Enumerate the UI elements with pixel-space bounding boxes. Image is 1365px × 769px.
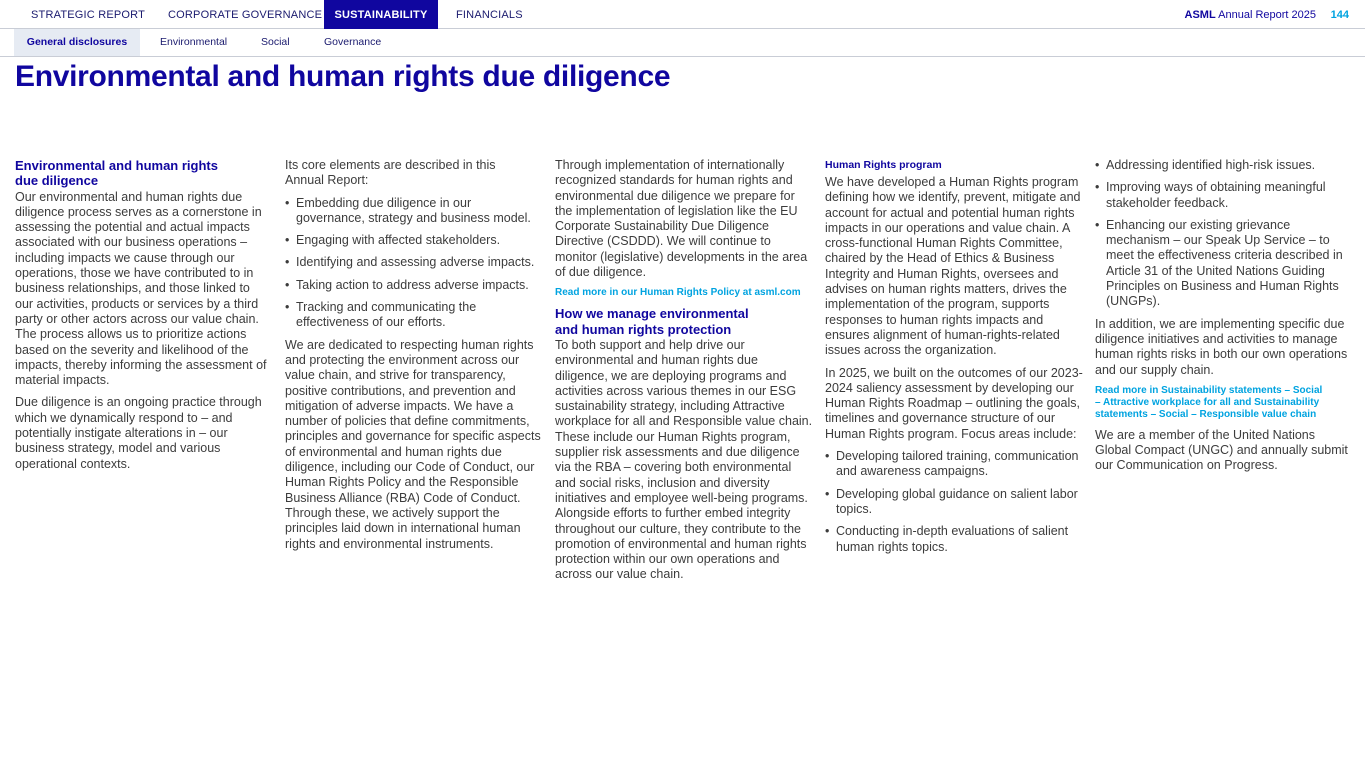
section-heading-due-diligence: Environmental and human rights due diligence (15, 158, 218, 189)
sustainability-statements-link[interactable]: Read more in Sustainability statements – Social – Attractive workplace for all and Sustainability statements – Social – Responsible value chain (1095, 384, 1323, 420)
focus-areas-list (825, 449, 1085, 555)
paragraph: In addition, we are implementing specific due diligence initiatives and activities to manage human rights risks in both our own operations and our supply chain. (1095, 316, 1348, 377)
paragraph: Through implementation of internationally recognized standards for human rights and environmental due diligence we prepare for the implementation of legislation like the EU Corporate Sustainability Due Diligence Directive (CSDDD). We will continue to monitor (legislative) developments in the area of due diligence. (555, 158, 808, 280)
list-item: • Improving ways of obtaining meaningful stakeholder feedback. (1095, 180, 1351, 211)
paragraph: We are dedicated to respecting human rights and protecting the environment across our value chain, and strive for transparency, positive contributions, and prevention and mitigation of adverse impacts. We have a number of policies that define commitments, principles and governance for specific aspects of environmental and human rights due diligence, including our Code of Conduct, our Human Rights Policy and the Responsible Business Alliance (RBA) Code of Conduct. Through these, we actively support the principles laid down in international human rights and environmental instruments. (285, 337, 541, 551)
list-item: • Engaging with affected stakeholders. (285, 233, 543, 248)
section-heading-how-we-manage: How we manage environmental and human rights protection (555, 306, 749, 337)
page-number: 144 (1330, 9, 1349, 21)
paragraph: Due diligence is an ongoing practice through which we dynamically respond to – and potentially instigate alterations in – our business strategy, model and various operational contexts. (15, 395, 262, 471)
subtab-environmental[interactable]: Environmental (160, 36, 228, 48)
page-title: Environmental and human rights due diligence (15, 60, 671, 93)
section-subnav (0, 29, 1365, 57)
subtab-general-disclosures[interactable]: General disclosures (14, 29, 140, 56)
list-item: • Identifying and assessing adverse impacts. (285, 255, 543, 270)
tab-strategic-report[interactable]: STRATEGIC REPORT (31, 9, 146, 21)
list-item: • Taking action to address adverse impacts. (285, 278, 543, 293)
list-item: • Embedding due diligence in our governance, strategy and business model. (285, 196, 543, 227)
paragraph: In 2025, we built on the outcomes of our 2023-2024 saliency assessment by developing our Human Rights Roadmap – outlining the goals, timelines and governance structure of our Human Rights program. Focus areas include: (825, 365, 1083, 441)
subtab-governance[interactable]: Governance (324, 36, 382, 48)
core-elements-list (285, 196, 543, 331)
report-brand (1185, 0, 1316, 31)
human-rights-policy-link[interactable]: Read more in our Human Rights Policy at asml.com (555, 287, 801, 299)
tab-corporate-governance[interactable]: CORPORATE GOVERNANCE (168, 9, 323, 21)
column-3 (555, 158, 813, 590)
list-item: • Developing tailored training, communication and awareness campaigns. (825, 449, 1085, 480)
list-item: • Tracking and communicating the effectiveness of our efforts. (285, 300, 543, 331)
column-5 (1095, 158, 1351, 481)
focus-areas-list-continued (1095, 158, 1351, 310)
list-item: • Addressing identified high-risk issues. (1095, 158, 1351, 173)
top-navigation (0, 0, 1365, 29)
list-item: • Developing global guidance on salient labor topics. (825, 487, 1085, 518)
list-item: • Conducting in-depth evaluations of salient human rights topics. (825, 524, 1085, 555)
tab-sustainability[interactable]: SUSTAINABILITY (324, 0, 438, 29)
tab-financials[interactable]: FINANCIALS (456, 9, 523, 21)
list-item: • Enhancing our existing grievance mechanism – our Speak Up Service – to meet the effectiveness criteria described in Article 31 of the United Nations Guiding Principles on Business and Human Rights (UNGPs). (1095, 218, 1351, 310)
paragraph: We are a member of the United Nations Global Compact (UNGC) and annually submit our Communication on Progress. (1095, 427, 1348, 473)
paragraph: Its core elements are described in this Annual Report: (285, 158, 496, 188)
column-4 (825, 158, 1085, 562)
column-1 (15, 158, 271, 479)
brand-name: ASML (1184, 9, 1216, 21)
subtab-social[interactable]: Social (261, 36, 290, 48)
paragraph: Our environmental and human rights due diligence process serves as a cornerstone in assessing the potential and actual impacts associated with our business operations – including impacts we cause through our operations, those we have contributed to in business relationships, and those linked to our activities, products or services by a third party or other actors across our value chain. The process allows us to prioritize actions based on the severity and likelihood of the impacts, thereby informing the assessment of material impacts. (15, 189, 267, 388)
report-title: Annual Report 2025 (1215, 9, 1316, 21)
section-heading-human-rights-program: Human Rights program (825, 159, 942, 171)
paragraph: We have developed a Human Rights program defining how we identify, prevent, mitigate and account for actual and potential human rights impacts in our operations and value chain. A cross-functional Human Rights Committee, chaired by the Head of Ethics & Business Integrity and Human Rights, oversees and advises on human rights matters, drives the implementation of the program, supports responses to human rights impacts and ensures alignment of human-rights-related issues across the organization. (825, 175, 1081, 358)
column-2 (285, 158, 543, 559)
paragraph: To both support and help drive our environmental and human rights due diligence, we are deploying programs and activities across various themes in our ESG sustainability strategy, including Attractive workplace for all and Responsible value chain. These include our Human Rights program, supplier risk assessments and due diligence via the RBA – covering both environmental and social risks, inclusion and diversity initiatives and employee well-being programs. Alongside efforts to further embed integrity throughout our culture, they contribute to the promotion of environmental and human rights protection within our own operations and across our value chain. (555, 337, 813, 582)
